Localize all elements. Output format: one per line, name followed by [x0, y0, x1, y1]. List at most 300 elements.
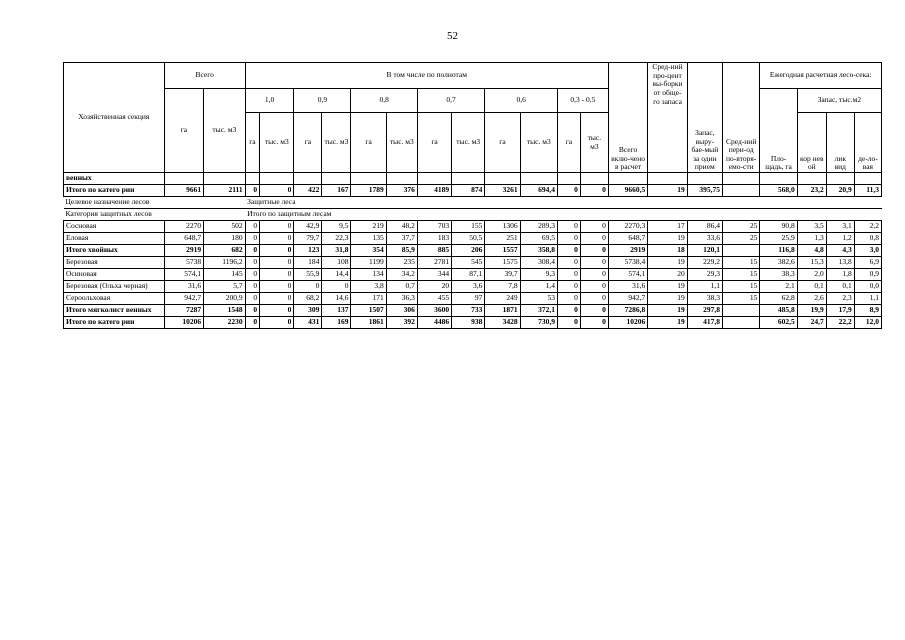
- sub-ha: га: [351, 113, 386, 173]
- table-cell: 0: [245, 293, 260, 305]
- table-cell: 703: [417, 221, 451, 233]
- table-cell: 874: [452, 185, 485, 197]
- row-name: Березовая: [64, 257, 165, 269]
- table-cell: [417, 173, 451, 185]
- table-cell: 15: [723, 269, 760, 281]
- row-name: Итого по катего рии: [64, 317, 165, 329]
- table-cell: 372,1: [520, 305, 557, 317]
- table-cell: 1306: [485, 221, 520, 233]
- table-cell: 0: [245, 221, 260, 233]
- table-cell: 15,3: [797, 257, 826, 269]
- table-cell: 942,7: [608, 293, 647, 305]
- table-cell: 0,0: [854, 281, 881, 293]
- table-cell: 235: [386, 257, 417, 269]
- table-cell: 135: [351, 233, 386, 245]
- table-cell: 1871: [485, 305, 520, 317]
- table-cell: 0,1: [797, 281, 826, 293]
- page-number: 52: [447, 30, 458, 42]
- density-3: 0,8: [351, 89, 417, 113]
- table-cell: 2919: [164, 245, 203, 257]
- table-cell: [648, 173, 687, 185]
- table-cell: 297,8: [687, 305, 722, 317]
- table-cell: 48,2: [386, 221, 417, 233]
- table-cell: 306: [386, 305, 417, 317]
- table-cell: 0: [294, 281, 322, 293]
- table-cell: 69,5: [520, 233, 557, 245]
- table-cell: 15: [723, 257, 760, 269]
- table-cell: 9661: [164, 185, 203, 197]
- table-cell: 358,8: [520, 245, 557, 257]
- table-cell: 90,8: [760, 221, 797, 233]
- table-cell: 431: [294, 317, 322, 329]
- table-cell: [608, 173, 647, 185]
- table-cell: 1,4: [520, 281, 557, 293]
- table-cell: [322, 173, 351, 185]
- table-cell: 19: [648, 293, 687, 305]
- table-cell: 38,3: [760, 269, 797, 281]
- table-cell: 18: [648, 245, 687, 257]
- table-cell: 942,7: [164, 293, 203, 305]
- table-cell: 694,4: [520, 185, 557, 197]
- table-cell: 0: [260, 269, 294, 281]
- table-cell: 249: [485, 293, 520, 305]
- table-cell: 19,9: [797, 305, 826, 317]
- table-cell: 938: [452, 317, 485, 329]
- table-cell: 574,1: [164, 269, 203, 281]
- info-label: Категория защитных лесов: [64, 209, 246, 221]
- table-cell: 568,0: [760, 185, 797, 197]
- table-cell: 0: [260, 233, 294, 245]
- table-cell: [485, 173, 520, 185]
- section-header: Хозяйственная секция: [64, 63, 165, 173]
- sub-thm3: тыс. м3: [580, 113, 608, 173]
- table-cell: 14,4: [322, 269, 351, 281]
- row-name: Сероольховая: [64, 293, 165, 305]
- table-cell: 885: [417, 245, 451, 257]
- table-row: [64, 257, 882, 269]
- table-cell: 37,7: [386, 233, 417, 245]
- table-cell: 55,9: [294, 269, 322, 281]
- table-cell: 3,8: [351, 281, 386, 293]
- table-cell: 0: [245, 245, 260, 257]
- table-cell: 0,7: [386, 281, 417, 293]
- business-header: де-ло-вая: [854, 113, 881, 173]
- table-cell: 19: [648, 185, 687, 197]
- table-cell: [687, 173, 722, 185]
- table-cell: 23,2: [797, 185, 826, 197]
- table-cell: 545: [452, 257, 485, 269]
- sub-ha: га: [485, 113, 520, 173]
- table-cell: 12,0: [854, 317, 881, 329]
- table-cell: 11,3: [854, 185, 881, 197]
- table-cell: 0,8: [854, 233, 881, 245]
- table-cell: [452, 173, 485, 185]
- table-cell: 0: [245, 233, 260, 245]
- table-cell: 455: [417, 293, 451, 305]
- table-cell: 7,8: [485, 281, 520, 293]
- table-cell: 3600: [417, 305, 451, 317]
- sub-thm3: тыс. м3: [260, 113, 294, 173]
- table-row: [64, 173, 882, 185]
- table-cell: 15: [723, 293, 760, 305]
- table-cell: 376: [386, 185, 417, 197]
- table-cell: 1789: [351, 185, 386, 197]
- table-cell: 155: [452, 221, 485, 233]
- table-body: [64, 173, 882, 329]
- table-cell: 219: [351, 221, 386, 233]
- table-cell: 10206: [164, 317, 203, 329]
- table-cell: [557, 173, 580, 185]
- info-row: [64, 209, 882, 221]
- table-cell: 8,9: [854, 305, 881, 317]
- table-cell: 108: [322, 257, 351, 269]
- table-cell: 3261: [485, 185, 520, 197]
- table-cell: 0: [557, 245, 580, 257]
- table-cell: 19: [648, 257, 687, 269]
- total-ha-header: га: [164, 89, 203, 173]
- density-6: 0,3 - 0,5: [557, 89, 608, 113]
- table-cell: 68,2: [294, 293, 322, 305]
- table-cell: 1199: [351, 257, 386, 269]
- table-cell: 0: [580, 317, 608, 329]
- table-cell: 0: [245, 257, 260, 269]
- density-1: 1,0: [245, 89, 294, 113]
- density-4: 0,7: [417, 89, 484, 113]
- table-cell: 24,7: [797, 317, 826, 329]
- table-cell: 417,8: [687, 317, 722, 329]
- table-cell: 395,75: [687, 185, 722, 197]
- table-row: [64, 185, 882, 197]
- table-row: [64, 233, 882, 245]
- table-cell: 0: [580, 221, 608, 233]
- sub-thm3: тыс. м3: [386, 113, 417, 173]
- density-5: 0,6: [485, 89, 558, 113]
- table-cell: 184: [294, 257, 322, 269]
- table-cell: 0: [245, 269, 260, 281]
- table-cell: 0: [245, 317, 260, 329]
- table-cell: 17,9: [826, 305, 854, 317]
- sub-thm3: тыс. м3: [322, 113, 351, 173]
- table-cell: 29,3: [687, 269, 722, 281]
- table-cell: 0: [557, 281, 580, 293]
- table-cell: 19: [648, 281, 687, 293]
- table-cell: 20: [648, 269, 687, 281]
- table-cell: 2,6: [797, 293, 826, 305]
- table-cell: 502: [204, 221, 246, 233]
- info-row: [64, 197, 882, 209]
- table-cell: [797, 173, 826, 185]
- table-cell: 6,9: [854, 257, 881, 269]
- stock-per-cut-header: Запас, выру-бае-мый за один прием: [687, 63, 722, 173]
- table-cell: 183: [417, 233, 451, 245]
- table-cell: 1196,2: [204, 257, 246, 269]
- table-cell: 1575: [485, 257, 520, 269]
- table-row: [64, 281, 882, 293]
- table-cell: 9660,5: [608, 185, 647, 197]
- table-cell: 4189: [417, 185, 451, 197]
- table-cell: 733: [452, 305, 485, 317]
- table-cell: 200,9: [204, 293, 246, 305]
- table-cell: 2,3: [826, 293, 854, 305]
- table-cell: 167: [322, 185, 351, 197]
- table-cell: 3,1: [826, 221, 854, 233]
- table-cell: 0: [260, 281, 294, 293]
- total-included-header: Всего вклю-чено в расчет: [608, 63, 647, 173]
- table-cell: [854, 173, 881, 185]
- total-thm3-header: тыс. м3: [204, 89, 246, 173]
- table-cell: 53: [520, 293, 557, 305]
- area-header: Пло-щадь, га: [760, 89, 797, 173]
- table-cell: 1557: [485, 245, 520, 257]
- table-cell: 22,2: [826, 317, 854, 329]
- table-cell: 1507: [351, 305, 386, 317]
- table-cell: 25: [723, 233, 760, 245]
- table-cell: 33,6: [687, 233, 722, 245]
- table-row: [64, 245, 882, 257]
- table-cell: 9,5: [322, 221, 351, 233]
- table-row: [64, 293, 882, 305]
- root-header: кор нев ой: [797, 113, 826, 173]
- table-cell: 22,3: [322, 233, 351, 245]
- table-cell: [723, 317, 760, 329]
- row-name: Итого хвойных: [64, 245, 165, 257]
- table-cell: 309: [294, 305, 322, 317]
- table-cell: 4486: [417, 317, 451, 329]
- table-cell: 354: [351, 245, 386, 257]
- table-cell: 169: [322, 317, 351, 329]
- table-row: [64, 305, 882, 317]
- table-cell: 0: [260, 257, 294, 269]
- table-row: [64, 269, 882, 281]
- table-cell: [723, 245, 760, 257]
- table-cell: 229,2: [687, 257, 722, 269]
- sub-ha: га: [557, 113, 580, 173]
- annual-header: Ежегодная расчетная лесо-сека:: [760, 63, 882, 89]
- table-cell: 31,6: [164, 281, 203, 293]
- table-cell: 1861: [351, 317, 386, 329]
- table-cell: 0: [580, 281, 608, 293]
- table-cell: 730,9: [520, 317, 557, 329]
- table-cell: 13,8: [826, 257, 854, 269]
- table-cell: 602,5: [760, 317, 797, 329]
- sub-ha: га: [245, 113, 260, 173]
- table-cell: 15: [723, 281, 760, 293]
- table-cell: 382,6: [760, 257, 797, 269]
- liquid-header: лик вид: [826, 113, 854, 173]
- table-cell: 0: [580, 293, 608, 305]
- avg-percent-header: Сред-ний про-цент вы-борки от обще-го запаса: [648, 63, 687, 173]
- table-cell: [245, 173, 260, 185]
- table-cell: 145: [204, 269, 246, 281]
- table-header: [64, 63, 882, 173]
- table-cell: 2781: [417, 257, 451, 269]
- total-header: Всего: [164, 63, 245, 89]
- table-cell: 0: [245, 305, 260, 317]
- table-cell: 0: [580, 185, 608, 197]
- table-cell: 0: [580, 245, 608, 257]
- table-cell: 34,2: [386, 269, 417, 281]
- forest-table: [63, 62, 882, 329]
- table-cell: 0: [260, 185, 294, 197]
- table-cell: 120,1: [687, 245, 722, 257]
- table-cell: 0: [557, 257, 580, 269]
- table-cell: 0: [260, 317, 294, 329]
- table-cell: 38,3: [687, 293, 722, 305]
- table-cell: 31,6: [608, 281, 647, 293]
- density-2: 0,9: [294, 89, 351, 113]
- table-cell: 3428: [485, 317, 520, 329]
- table-cell: 7286,8: [608, 305, 647, 317]
- table-cell: 0,9: [854, 269, 881, 281]
- table-cell: 9,3: [520, 269, 557, 281]
- table-cell: 42,9: [294, 221, 322, 233]
- table-cell: [204, 173, 246, 185]
- table-cell: 0: [557, 305, 580, 317]
- table-cell: 14,6: [322, 293, 351, 305]
- table-cell: 344: [417, 269, 451, 281]
- table-cell: 2,0: [797, 269, 826, 281]
- avg-period-header: Сред-ний пери-од по-вторя-емо-сти: [723, 63, 760, 173]
- table-cell: 308,4: [520, 257, 557, 269]
- table-cell: 0: [260, 221, 294, 233]
- table-cell: 1,1: [854, 293, 881, 305]
- table-cell: 1,2: [826, 233, 854, 245]
- table-cell: 3,6: [452, 281, 485, 293]
- table-cell: [760, 173, 797, 185]
- table-cell: 0: [580, 305, 608, 317]
- table-cell: 0: [260, 293, 294, 305]
- table-cell: 123: [294, 245, 322, 257]
- table-cell: [723, 185, 760, 197]
- sub-thm3: тыс. м3: [520, 113, 557, 173]
- table-cell: [164, 173, 203, 185]
- table-cell: 392: [386, 317, 417, 329]
- stock-thm2-header: Запас, тыс.м2: [797, 89, 881, 113]
- table-cell: 0,1: [826, 281, 854, 293]
- table-row: [64, 317, 882, 329]
- info-label: Целевое назначение лесов: [64, 197, 246, 209]
- table-cell: 97: [452, 293, 485, 305]
- table-cell: 19: [648, 317, 687, 329]
- table-cell: 0: [557, 221, 580, 233]
- table-cell: 36,3: [386, 293, 417, 305]
- row-name: Осиновая: [64, 269, 165, 281]
- table-cell: 39,7: [485, 269, 520, 281]
- sub-thm3: тыс. м3: [452, 113, 485, 173]
- table-cell: 25,9: [760, 233, 797, 245]
- table-cell: 10206: [608, 317, 647, 329]
- table-cell: 5,7: [204, 281, 246, 293]
- sub-ha: га: [417, 113, 451, 173]
- table-cell: 1548: [204, 305, 246, 317]
- table-cell: 0: [557, 293, 580, 305]
- table-cell: [580, 173, 608, 185]
- table-cell: 0: [260, 245, 294, 257]
- table-cell: [386, 173, 417, 185]
- by-density-header: В том числе по полнотам: [245, 63, 608, 89]
- table-cell: 0: [260, 305, 294, 317]
- sub-ha: га: [294, 113, 322, 173]
- table-cell: 2919: [608, 245, 647, 257]
- table-cell: 86,4: [687, 221, 722, 233]
- table-cell: 0: [580, 257, 608, 269]
- table-cell: 1,8: [826, 269, 854, 281]
- table-cell: 206: [452, 245, 485, 257]
- table-cell: 4,3: [826, 245, 854, 257]
- table-cell: [351, 173, 386, 185]
- table-cell: 17: [648, 221, 687, 233]
- table-cell: 19: [648, 305, 687, 317]
- table-cell: [260, 173, 294, 185]
- table-cell: 171: [351, 293, 386, 305]
- table-cell: 2,1: [760, 281, 797, 293]
- table-cell: 4,8: [797, 245, 826, 257]
- table-cell: 85,9: [386, 245, 417, 257]
- table-cell: 134: [351, 269, 386, 281]
- table-cell: 0: [580, 233, 608, 245]
- table-cell: 0: [557, 185, 580, 197]
- info-value: Итого по защитным лесам: [245, 209, 881, 221]
- table-cell: 3,5: [797, 221, 826, 233]
- table-cell: 682: [204, 245, 246, 257]
- table-cell: 251: [485, 233, 520, 245]
- row-name: Еловая: [64, 233, 165, 245]
- table-cell: 1,1: [687, 281, 722, 293]
- table-cell: 20: [417, 281, 451, 293]
- table-cell: 1,3: [797, 233, 826, 245]
- table-cell: 0: [322, 281, 351, 293]
- row-name: Итого мягколист венных: [64, 305, 165, 317]
- table-cell: 0: [580, 269, 608, 281]
- table-cell: 485,8: [760, 305, 797, 317]
- table-cell: 0: [245, 185, 260, 197]
- table-cell: 2270,3: [608, 221, 647, 233]
- table-cell: 2270: [164, 221, 203, 233]
- table-cell: 2,2: [854, 221, 881, 233]
- table-cell: 79,7: [294, 233, 322, 245]
- table-cell: 31,8: [322, 245, 351, 257]
- table-row: [64, 221, 882, 233]
- table-cell: 422: [294, 185, 322, 197]
- table-cell: [520, 173, 557, 185]
- table-cell: 0: [557, 317, 580, 329]
- table-cell: 0: [245, 281, 260, 293]
- table-cell: 0: [557, 233, 580, 245]
- table-cell: 137: [322, 305, 351, 317]
- table-cell: 648,7: [608, 233, 647, 245]
- row-name: Сосновая: [64, 221, 165, 233]
- table-cell: 7287: [164, 305, 203, 317]
- row-name: венных: [64, 173, 165, 185]
- table-cell: 19: [648, 233, 687, 245]
- row-name: Итого по катего рии: [64, 185, 165, 197]
- table-cell: [826, 173, 854, 185]
- table-cell: 648,7: [164, 233, 203, 245]
- table-cell: 0: [557, 269, 580, 281]
- table-cell: 5738: [164, 257, 203, 269]
- table-cell: 180: [204, 233, 246, 245]
- table-cell: 5738,4: [608, 257, 647, 269]
- info-value: Защитные леса: [245, 197, 881, 209]
- table-cell: [294, 173, 322, 185]
- table-cell: 20,9: [826, 185, 854, 197]
- table-cell: 116,8: [760, 245, 797, 257]
- table-cell: 25: [723, 221, 760, 233]
- table-cell: [723, 305, 760, 317]
- table-cell: 2111: [204, 185, 246, 197]
- table-cell: 574,1: [608, 269, 647, 281]
- table-cell: 50,5: [452, 233, 485, 245]
